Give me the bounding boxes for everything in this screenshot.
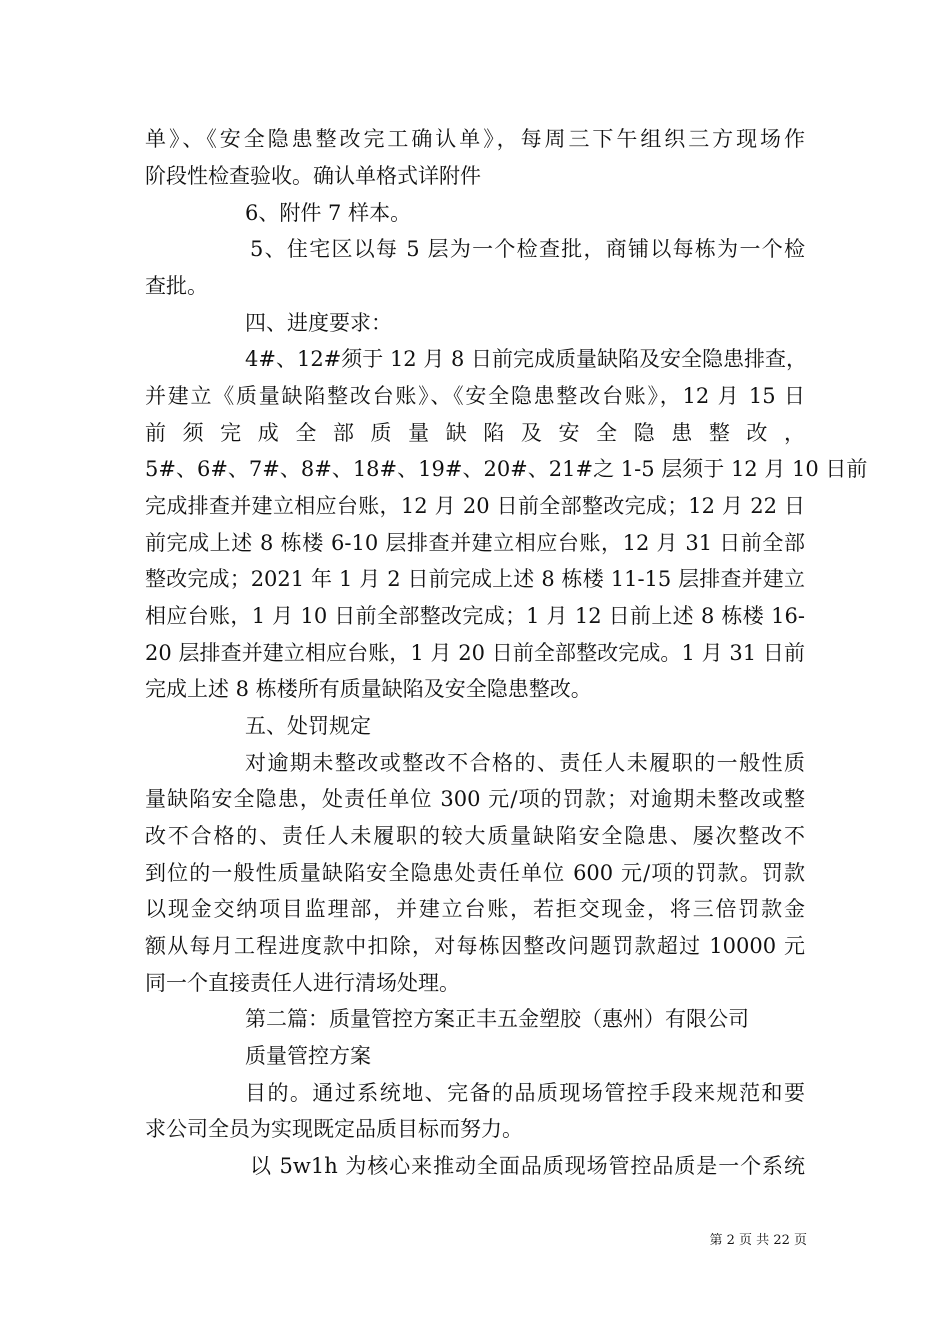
text-line: 量缺陷安全隐患，处责任单位 300 元/项的罚款；对逾期未整改或整 (145, 787, 805, 811)
chapter-subheading: 质量管控方案 (245, 1044, 371, 1068)
text-line: 5、住宅区以每 5 层为一个检查批，商铺以每栋为一个检 (250, 237, 805, 261)
text-line: 以 5w1h 为核心来推动全面品质现场管控品质是一个系统 (250, 1154, 805, 1178)
text-line: 前完成上述 8 栋楼 6-10 层排查并建立相应台账，12 月 31 日前全部 (145, 531, 805, 555)
text-line: 阶段性检查验收。确认单格式详附件 (145, 164, 481, 188)
text-line: 单》、《安全隐患整改完工确认单》，每周三下午组织三方现场作 (145, 127, 805, 151)
text-line: 前 须 完 成 全 部 质 量 缺 陷 及 安 全 隐 患 整 改 ， (145, 421, 805, 445)
text-line: 额从每月工程进度款中扣除，对每栋因整改问题罚款超过 10000 元 (145, 934, 805, 958)
text-line: 以现金交纳项目监理部，并建立台账，若拒交现金，将三倍罚款金 (145, 897, 805, 921)
text-line: 6、附件 7 样本。 (245, 201, 412, 225)
text-line: 完成排查并建立相应台账，12 月 20 日前全部整改完成；12 月 22 日 (145, 494, 805, 518)
text-line: 完成上述 8 栋楼所有质量缺陷及安全隐患整改。 (145, 677, 592, 701)
page-number: 第 2 页 共 22 页 (709, 1233, 807, 1248)
text-line: 并建立《质量缺陷整改台账》、《安全隐患整改台账》，12 月 15 日 (145, 384, 805, 408)
text-line: 20 层排查并建立相应台账，1 月 20 日前全部整改完成。1 月 31 日前 (145, 641, 805, 665)
text-line: 查批。 (145, 274, 208, 298)
text-line: 对逾期未整改或整改不合格的、责任人未履职的一般性质 (245, 751, 805, 775)
chapter-heading: 第二篇：质量管控方案正丰五金塑胶（惠州）有限公司 (245, 1007, 749, 1031)
text-line: 求公司全员为实现既定品质目标而努力。 (145, 1117, 523, 1141)
text-line: 到位的一般性质量缺陷安全隐患处责任单位 600 元/项的罚款。罚款 (145, 861, 805, 885)
text-line: 目的。通过系统地、完备的品质现场管控手段来规范和要 (245, 1081, 805, 1105)
text-line: 整改完成；2021 年 1 月 2 日前完成上述 8 栋楼 11-15 层排查并建立 (145, 567, 805, 591)
text-line: 5#、6#、7#、8#、18#、19#、20#、21#之 1-5 层须于 12 月 10 日前 (145, 457, 868, 481)
section-heading: 四、进度要求： (245, 311, 392, 335)
text-line: 同一个直接责任人进行清场处理。 (145, 971, 460, 995)
section-heading: 五、处罚规定 (245, 714, 371, 738)
text-line: 相应台账，1 月 10 日前全部整改完成；1 月 12 日前上述 8 栋楼 16- (145, 604, 805, 628)
text-line: 4#、12#须于 12 月 8 日前完成质量缺陷及安全隐患排查， (245, 347, 808, 371)
text-line: 改不合格的、责任人未履职的较大质量缺陷安全隐患、屡次整改不 (145, 824, 805, 848)
